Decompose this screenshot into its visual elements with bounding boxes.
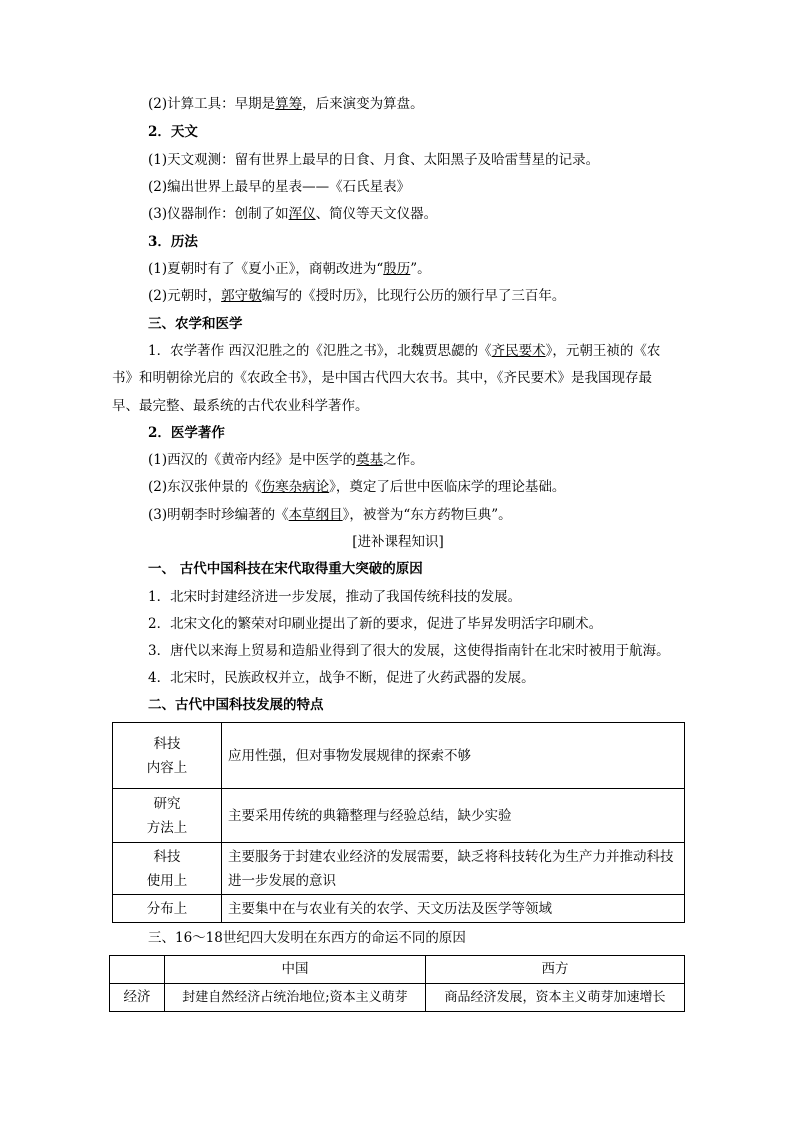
table-value-cell: 主要服务于封建农业经济的发展需要，缺乏将科技转化为生产力并推动科技进一步发展的意识 [222,843,685,895]
table-key-cell: 科技 使用上 [113,843,222,895]
table-cell: 封建自然经济占统治地位;资本主义萌芽 [165,984,426,1012]
text-line: (2)东汉张仲景的《伤寒杂病论》，奠定了后世中医临床学的理论基础。 [148,479,566,495]
section2-title: 二、古代中国科技发展的特点 [148,697,324,713]
list-item: 4．北宋时，民族政权并立，战争不断，促进了火药武器的发展。 [148,670,535,686]
table-row [113,895,685,923]
list-item: 2．北宋文化的繁荣对印刷业提出了新的要求，促进了毕昇发明活字印刷术。 [148,616,603,632]
text-line: 1．农学著作 西汉氾胜之的《氾胜之书》，北魏贾思勰的《齐民要术》，元朝王祯的《农 [148,343,661,359]
text-line: (3)仪器制作：创制了如浑仪、简仪等天文仪器。 [148,206,438,222]
text-line: (2)计算工具：早期是算筹，后来演变为算盘。 [148,96,424,112]
heading-agri-medicine: 三、农学和医学 [148,316,243,332]
text-line: (1)天文观测：留有世界上最早的日食、月食、太阳黑子及哈雷彗星的记录。 [148,152,600,168]
table-cell: 经济 [110,984,165,1012]
text-line: (1)夏朝时有了《夏小正》，商朝改进为“殷历”。 [148,261,431,277]
heading-astronomy: 2．天文 [148,124,198,140]
table-row [113,843,685,895]
section3-title: 三、16～18世纪四大发明在东西方的命运不同的原因 [148,930,466,946]
heading-medicine: 2．医学著作 [148,425,225,441]
table-header-cell: 西方 [426,956,685,984]
table-row [113,723,685,789]
list-item: 1．北宋时封建经济进一步发展，推动了我国传统科技的发展。 [148,589,522,605]
section-header: [进补课程知识] [352,534,444,550]
heading-calendar: 3．历法 [148,234,198,250]
text-line: 早、最完整、最系统的古代农业科学著作。 [112,398,369,414]
table-header-cell [110,956,165,984]
text-line: (1)西汉的《黄帝内经》是中医学的奠基之作。 [148,452,424,468]
text-line: 书》和明朝徐光启的《农政全书》，是中国古代四大农书。其中，《齐民要术》是我国现存最 [112,370,652,386]
table-row [113,789,685,843]
table-cell: 商品经济发展，资本主义萌芽加速增长 [426,984,685,1012]
text-line: (2)编出世界上最早的星表——《石氏星表》 [148,179,411,195]
section1-title: 一、 古代中国科技在宋代取得重大突破的原因 [148,561,423,577]
text-line: (2)元朝时，郭守敬编写的《授时历》，比现行公历的颁行早了三百年。 [148,288,566,304]
text-line: (3)明朝李时珍编著的《本草纲目》，被誉为“东方药物巨典”。 [148,507,512,523]
table-header-row [110,956,685,984]
table-key-cell: 研究 方法上 [113,789,222,843]
table-value-cell: 主要采用传统的典籍整理与经验总结，缺少实验 [222,789,685,843]
table-key-cell: 科技 内容上 [113,723,222,789]
comparison-table [109,955,685,1012]
table-value-cell: 主要集中在与农业有关的农学、天文历法及医学等领域 [222,895,685,923]
table-key-cell: 分布上 [113,895,222,923]
table-row [110,984,685,1012]
table-header-cell: 中国 [165,956,426,984]
features-table [112,722,685,923]
table-value-cell: 应用性强，但对事物发展规律的探索不够 [222,723,685,789]
list-item: 3．唐代以来海上贸易和造船业得到了很大的发展，这使得指南针在北宋时被用于航海。 [148,643,670,659]
